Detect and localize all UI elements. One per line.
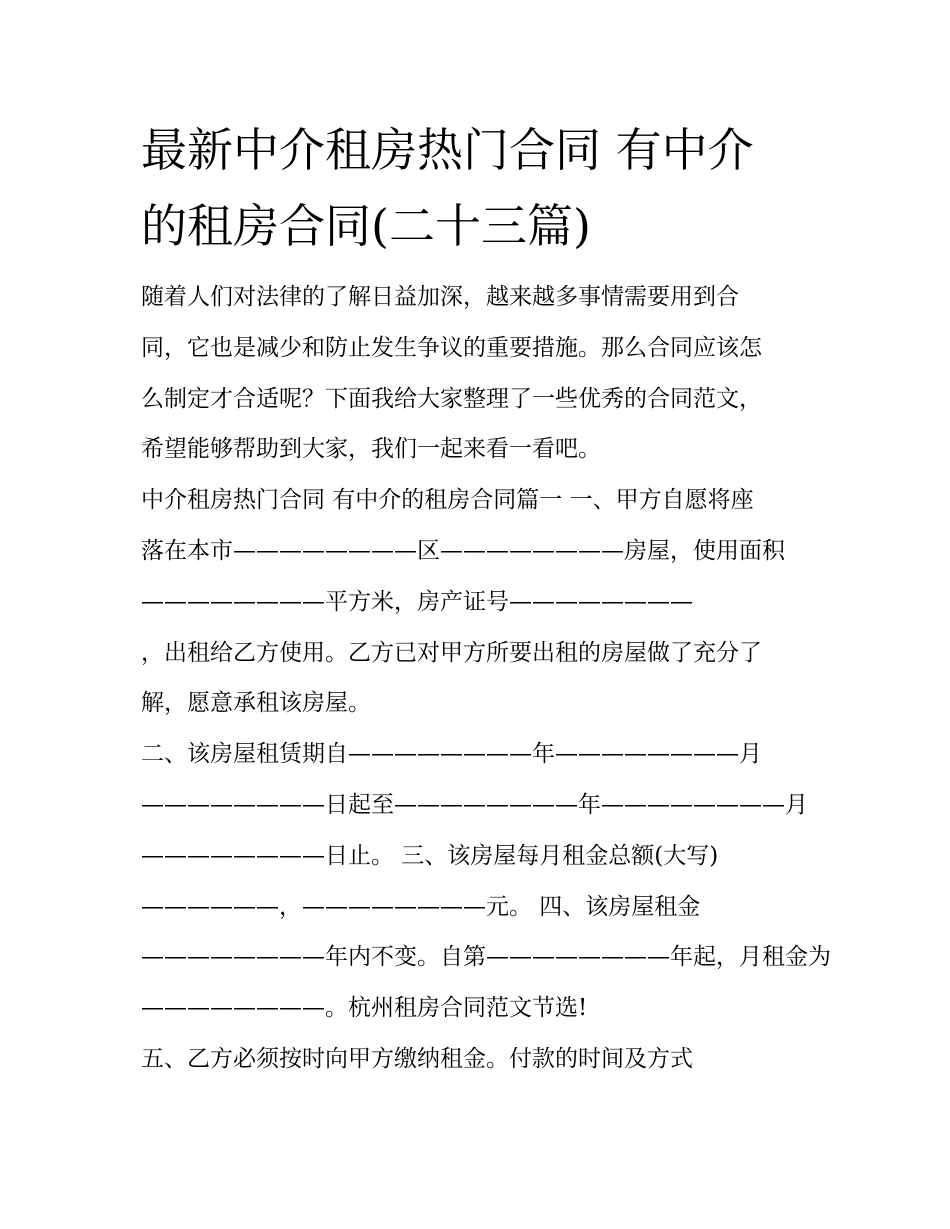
body-line: ————————。杭州租房合同范文节选! [141, 995, 588, 1022]
body-line: 随着人们对法律的了解日益加深，越来越多事情需要用到合 [141, 284, 739, 310]
body-line: ————————日起至————————年————————月 [141, 791, 808, 818]
body-line: 二、该房屋租赁期自————————年————————月 [141, 741, 762, 768]
body-line: ，出租给乙方使用。乙方已对甲方所要出租的房屋做了充分了 [141, 639, 762, 666]
body-line: 么制定才合适呢？下面我给大家整理了一些优秀的合同范文， [141, 385, 762, 412]
body-line: 解，愿意承租该房屋。 [141, 690, 371, 717]
body-line: ——————，————————元。 四、该房屋租金 [141, 893, 701, 920]
body-line: 五、乙方必须按时向甲方缴纳租金。付款的时间及方式 [141, 1045, 693, 1072]
body-line: 落在本市————————区————————房屋，使用面积 [141, 537, 785, 564]
title-line: 的租房合同(二十三篇) [141, 199, 591, 253]
body-line: ————————平方米，房产证号———————— [141, 588, 693, 615]
title-line: 最新中介租房热门合同 有中介 [141, 123, 754, 177]
document-body [141, 272, 831, 1085]
body-line: 希望能够帮助到大家，我们一起来看一看吧。 [141, 436, 601, 463]
document-title [141, 112, 821, 264]
document-page [141, 112, 831, 1085]
body-line: ————————年内不变。自第————————年起，月租金为 [141, 944, 831, 971]
body-line: ————————日止。 三、该房屋每月租金总额(大写) [141, 842, 719, 869]
body-line: 同，它也是减少和防止发生争议的重要措施。那么合同应该怎 [141, 334, 762, 361]
body-line: 中介租房热门合同 有中介的租房合同篇一 一、甲方自愿将座 [141, 487, 754, 514]
